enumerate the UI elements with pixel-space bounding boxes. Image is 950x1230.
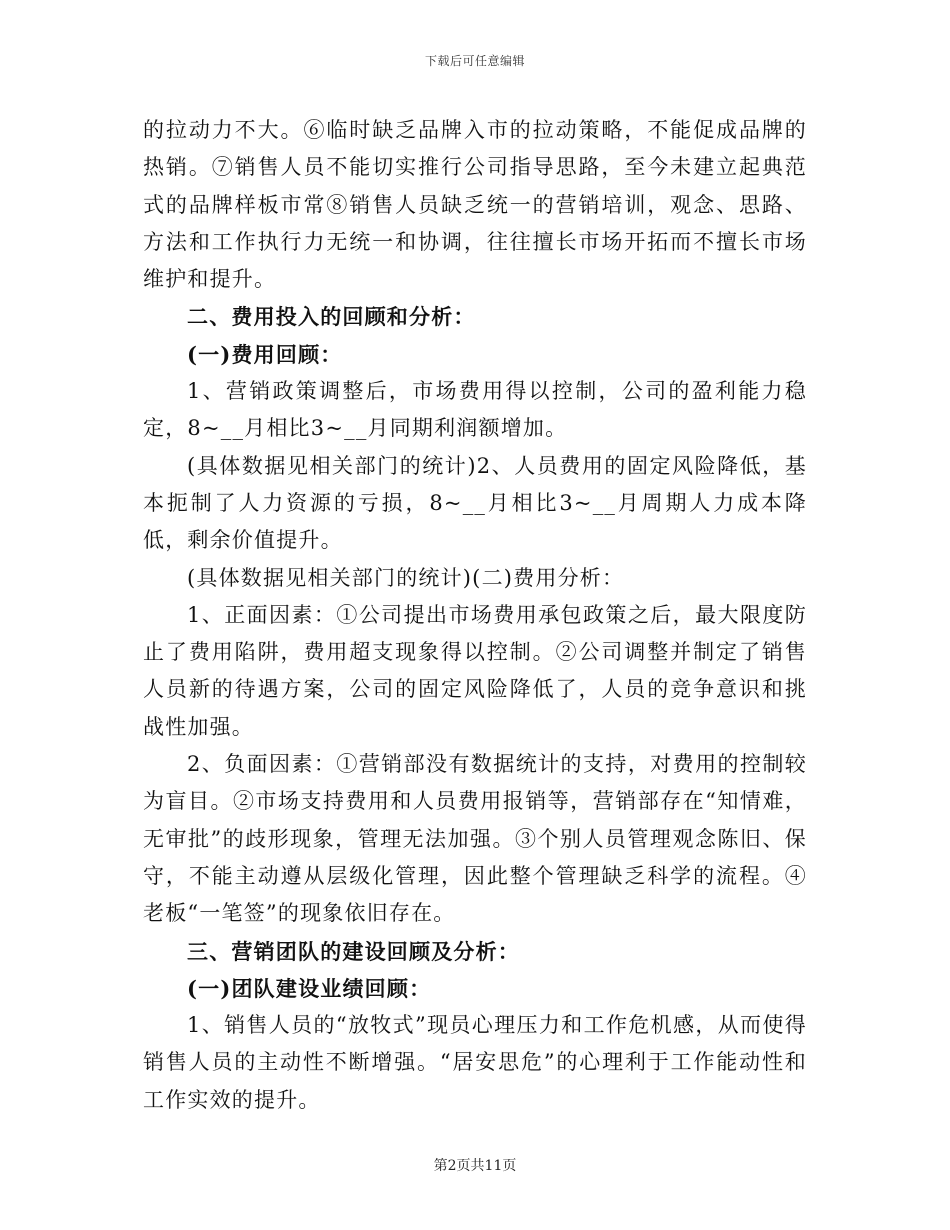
paragraph: (具体数据见相关部门的统计)2、人员费用的固定风险降低，基本扼制了人力资源的亏损，8~__月相比3~__月周期人力成本降低，剩余价值提升。	[143, 453, 807, 553]
page-footer: 第2页共11页	[433, 1158, 517, 1174]
paragraph: 1、正面因素：①公司提出市场费用承包政策之后，最大限度防止了费用陷阱，费用超支现象得以控制。②公司调整并制定了销售人员新的待遇方案，公司的固定风险降低了，人员的竞争意识和挑战性加强。	[143, 602, 807, 739]
section-heading: 三、营销团队的建设回顾及分析：	[187, 938, 520, 964]
paragraph: 2、负面因素：①营销部没有数据统计的支持，对费用的控制较为盲目。②市场支持费用和人员费用报销等，营销部存在“知情难，无审批”的歧形现象，管理无法加强。③个别人员管理观念陈旧、保守，不能主动遵从层级化管理，因此整个管理缺乏科学的流程。④老板“一笔签”的现象依旧存在。	[143, 752, 807, 926]
section-heading: 二、费用投入的回顾和分析：	[187, 304, 476, 330]
subsection-heading: (一)团队建设业绩回顾：	[187, 975, 432, 1001]
document-body	[143, 112, 807, 1119]
page-header: 下载后可任意编辑	[424, 54, 525, 68]
paragraph: 的拉动力不大。⑥临时缺乏品牌入市的拉动策略，不能促成品牌的热销。⑦销售人员不能切实推行公司指导思路，至今未建立起典范式的品牌样板市常⑧销售人员缺乏统一的营销培训，观念、思路、方法和工作执行力无统一和协调，往往擅长市场开拓而不擅长市场维护和提升。	[143, 118, 807, 292]
paragraph: 1、销售人员的“放牧式”现员心理压力和工作危机感，从而使得销售人员的主动性不断增强。“居安思危”的心理利于工作能动性和工作实效的提升。	[143, 1013, 807, 1112]
subsection-heading: (一)费用回顾：	[187, 341, 343, 367]
paragraph: 1、营销政策调整后，市场费用得以控制，公司的盈利能力稳定，8~__月相比3~__月同期利润额增加。	[143, 379, 807, 441]
paragraph: (具体数据见相关部门的统计)(二)费用分析：	[187, 565, 625, 590]
